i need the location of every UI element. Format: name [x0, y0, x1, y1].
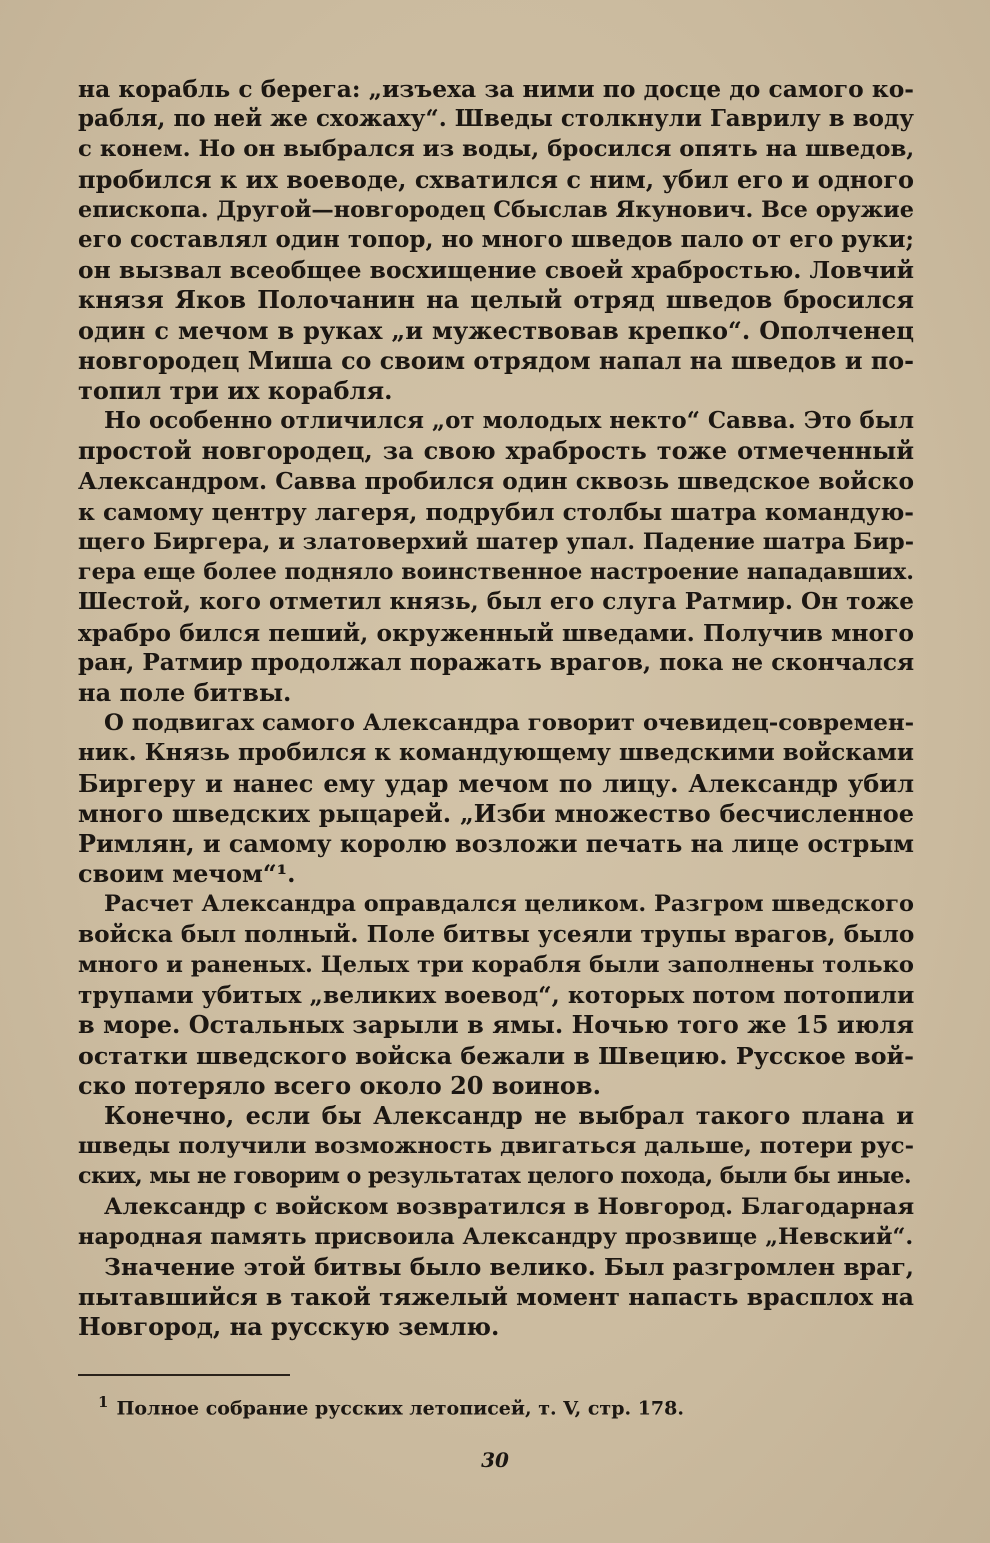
text-line: на поле битвы. [78, 678, 292, 708]
footnote-text: Полное собрание русских летописей, т. V, стр. 178. [116, 1397, 684, 1420]
text-line: простой новгородец, за свою храбрость тоже отмеченный [78, 436, 914, 466]
footnote-mark: 1 [98, 1393, 109, 1411]
paragraph-4 [78, 889, 914, 1100]
text-line: шведы получили возможность двигаться дальше, потери рус- [78, 1133, 914, 1160]
paragraph-2 [78, 406, 914, 708]
text-line: Шестой, кого отметил князь, был его слуга Ратмир. Он тоже [78, 588, 914, 616]
text-line: Расчет Александра оправдался целиком. Разгром шведского [104, 891, 914, 918]
text-line: много шведских рыцарей. „Изби множество бесчисленное [78, 798, 914, 828]
text-line: храбро бился пеший, окруженный шведами. Получив много [78, 618, 914, 647]
text-line: епископа. Другой—новгородец Сбыслав Якунович. Все оружие [78, 196, 914, 223]
paragraph-5 [78, 1101, 914, 1192]
text-line: Биргеру и нанес ему удар мечом по лицу. Александр убил [78, 768, 914, 798]
text-line: пробился к их воеводе, схватился с ним, убил его и одного [78, 164, 914, 194]
text-line: ран, Ратмир продолжал поражать врагов, пока не скончался [78, 648, 914, 676]
text-line: много и раненых. Целых три корабля были заполнены только [78, 951, 914, 978]
text-line: его составлял один топор, но много шведов пало от его руки; [78, 226, 914, 254]
text-line: Значение этой битвы было велико. Был разгромлен враг, [104, 1252, 914, 1281]
text-line: он вызвал всеобщее восхищение своей храбростью. Ловчий [78, 256, 914, 285]
text-line: ских, мы не говорим о результатах целого похода, были бы иные. [78, 1163, 911, 1190]
text-line: Римлян, и самому королю возложи печать на лице острым [78, 830, 914, 859]
text-line: гера еще более подняло воинственное настроение нападавших. [78, 559, 914, 586]
text-line: в море. Остальных зарыли в ямы. Ночью того же 15 июля [78, 1010, 914, 1040]
text-line: Александр с войском возвратился в Новгород. Благодарная [104, 1193, 914, 1220]
text-line: к самому центру лагеря, подрубил столбы шатра командую- [78, 497, 914, 526]
text-line: О подвигах самого Александра говорит очевидец-современ- [104, 710, 914, 737]
text-line: князя Яков Полочанин на целый отряд шведов бросился [78, 285, 914, 315]
text-line: Конечно, если бы Александр не выбрал такого плана и [104, 1100, 914, 1130]
text-line: Новгород, на русскую землю. [78, 1312, 500, 1342]
text-line: ник. Князь пробился к командующему шведскими войсками [78, 739, 914, 767]
text-line: ско потеряло всего около 20 воинов. [78, 1070, 601, 1100]
main-text [78, 74, 914, 1343]
text-line: топил три их корабля. [78, 376, 393, 406]
footnote [98, 1389, 898, 1421]
text-line: на корабль с берега: „изъеха за ними по досце до самого ко- [78, 75, 914, 103]
text-line: щего Биргера, и златоверхий шатер упал. Падение шатра Бир- [78, 529, 914, 556]
paragraph-6 [78, 1192, 914, 1252]
text-line: Александром. Савва пробился один сквозь шведское войско [78, 467, 914, 495]
text-line: Но особенно отличился „от молодых некто“ Савва. Это был [104, 407, 914, 435]
text-line: остатки шведского войска бежали в Швецию. Русское вой- [78, 1041, 914, 1070]
text-line: своим мечом“¹. [78, 859, 296, 889]
page-number: 30 [481, 1448, 509, 1472]
paragraph-3 [78, 708, 914, 889]
text-line: новгородец Миша со своим отрядом напал на шведов и по- [78, 346, 914, 375]
paragraph-1 [78, 74, 914, 406]
text-line: один с мечом в руках „и мужествовав крепко“. Ополченец [78, 315, 914, 345]
footnote-separator [78, 1374, 290, 1376]
paragraph-7 [78, 1252, 914, 1343]
text-line: трупами убитых „великих воевод“, которых потом потопили [78, 981, 914, 1010]
text-line: народная память присвоила Александру прозвище „Невский“. [78, 1223, 914, 1250]
text-line: войска был полный. Поле битвы усеяли трупы врагов, было [78, 920, 914, 948]
text-line: пытавшийся в такой тяжелый момент напасть врасплох на [78, 1283, 914, 1312]
text-line: рабля, по ней же схожаху“. Шведы столкнули Гаврилу в воду [78, 105, 914, 133]
text-line: с конем. Но он выбрался из воды, бросился опять на шведов, [78, 136, 914, 163]
